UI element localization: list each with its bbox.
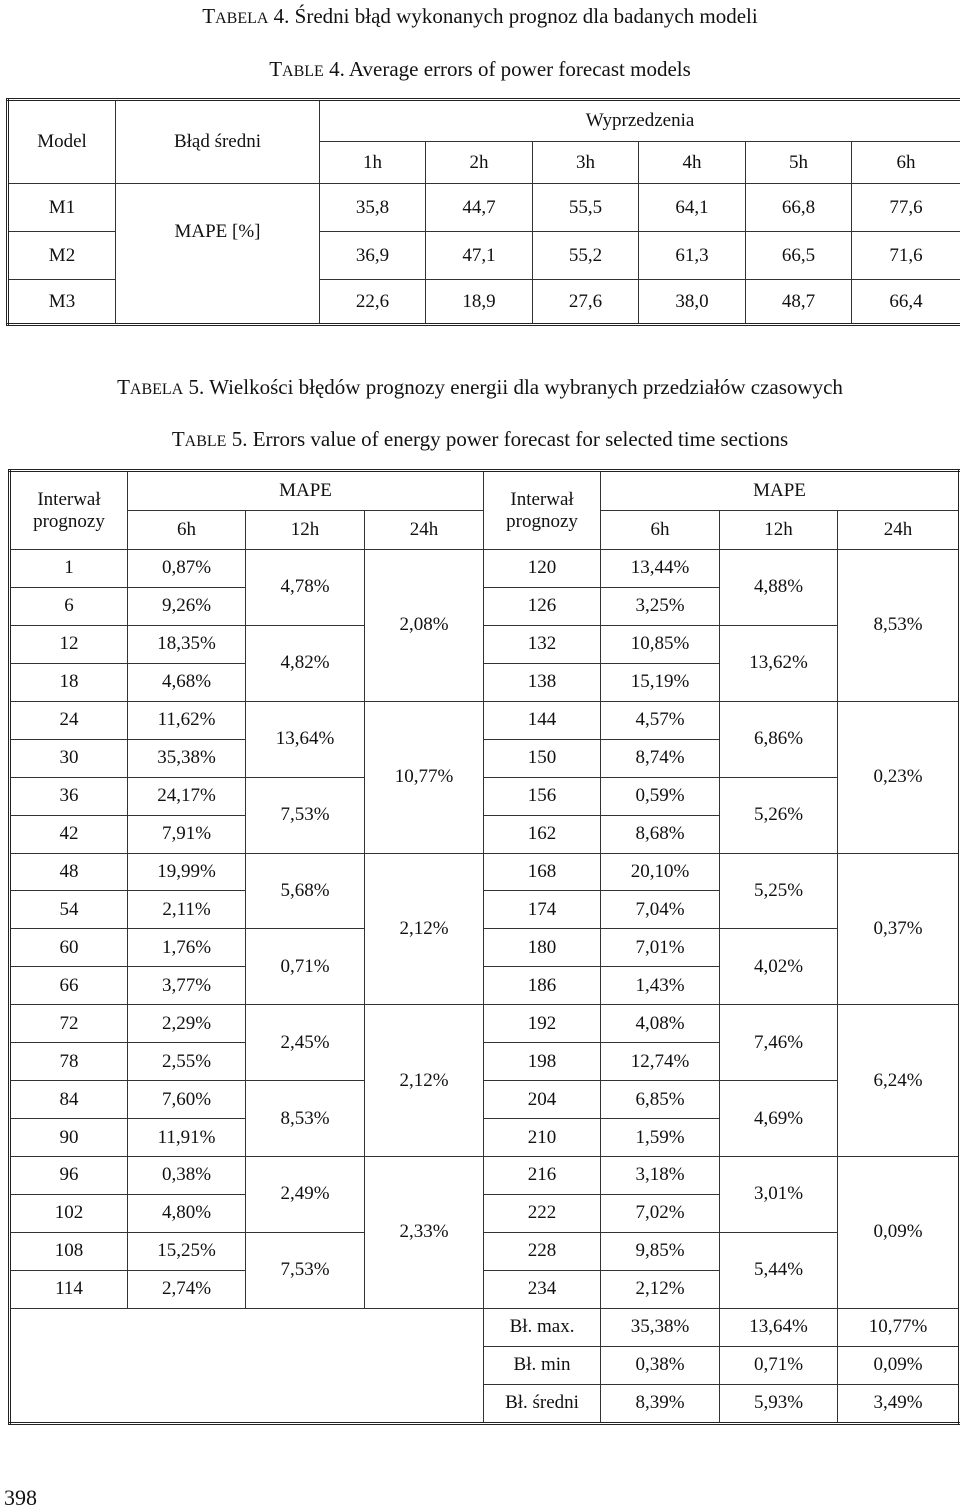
summary-24h: 0,09% [838,1346,960,1384]
table5-horizon: 12h [720,511,838,550]
mape-6h-cell: 15,25% [128,1232,246,1270]
interval-cell: 48 [10,853,128,891]
mape-6h-cell: 2,74% [128,1270,246,1308]
mape-6h-cell: 1,76% [128,929,246,967]
interval-cell: 1 [10,550,128,588]
mape-6h-cell: 9,26% [128,587,246,625]
mape-6h-cell: 8,68% [601,815,720,853]
mape-6h-cell: 4,08% [601,1005,720,1043]
mape-6h-cell: 1,43% [601,967,720,1005]
mape-24h-cell: 2,08% [365,550,484,702]
mape-12h-cell: 3,01% [720,1157,838,1233]
interval-cell: 72 [10,1005,128,1043]
summary-6h: 35,38% [601,1308,720,1346]
summary-6h: 0,38% [601,1346,720,1384]
interval-cell: 12 [10,625,128,663]
table4-cell: 66,8 [746,184,852,232]
interval-cell: 180 [484,929,601,967]
table5-header-interval-left: Interwał prognozy [10,471,128,550]
table4-cell: 35,8 [320,184,426,232]
table5-horizon: 12h [246,511,365,550]
table5-row [10,1157,960,1195]
mape-12h-cell: 5,25% [720,853,838,929]
interval-cell: 150 [484,739,601,777]
table4-horizon: 3h [533,142,639,184]
interval-cell: 132 [484,625,601,663]
table5-horizon: 6h [128,511,246,550]
page-number: 398 [4,1485,37,1510]
mape-24h-cell: 2,12% [365,1005,484,1157]
mape-24h-cell: 0,37% [838,853,960,1005]
table4-horizon: 1h [320,142,426,184]
mape-6h-cell: 4,68% [128,663,246,701]
table4-horizon: 5h [746,142,852,184]
mape-6h-cell: 7,04% [601,891,720,929]
table4-header-model: Model [8,100,116,184]
mape-6h-cell: 11,62% [128,701,246,739]
interval-cell: 156 [484,777,601,815]
mape-6h-cell: 15,19% [601,663,720,701]
interval-cell: 18 [10,663,128,701]
mape-12h-cell: 5,26% [720,777,838,853]
mape-6h-cell: 9,85% [601,1232,720,1270]
table5-row [10,1005,960,1043]
table4-cell: 66,4 [852,280,960,325]
mape-6h-cell: 18,35% [128,625,246,663]
table5-caption-pl: TABELA 5. Wielkości błędów prognozy energii dla wybranych przedziałów czasowych [117,375,843,399]
table4-cell: 44,7 [426,184,533,232]
mape-6h-cell: 4,80% [128,1194,246,1232]
table4 [6,98,960,326]
mape-6h-cell: 2,29% [128,1005,246,1043]
mape-6h-cell: 7,02% [601,1194,720,1232]
mape-6h-cell: 4,57% [601,701,720,739]
mape-6h-cell: 20,10% [601,853,720,891]
table4-cell: 77,6 [852,184,960,232]
mape-12h-cell: 13,62% [720,625,838,701]
interval-cell: 216 [484,1157,601,1195]
table4-header-error: Błąd średni [116,100,320,184]
mape-12h-cell: 4,88% [720,550,838,626]
interval-cell: 36 [10,777,128,815]
mape-12h-cell: 2,45% [246,1005,365,1081]
table4-model: M1 [8,184,116,232]
interval-cell: 228 [484,1232,601,1270]
interval-cell: 222 [484,1194,601,1232]
mape-6h-cell: 2,55% [128,1043,246,1081]
summary-label: Bł. max. [484,1308,601,1346]
table5-caption-en: TABLE 5. Errors value of energy power forecast for selected time sections [171,427,789,451]
summary-12h: 0,71% [720,1346,838,1384]
interval-cell: 234 [484,1270,601,1308]
table4-cell: 55,5 [533,184,639,232]
table4-cell: 22,6 [320,280,426,325]
mape-24h-cell: 2,12% [365,853,484,1005]
table5-row [10,625,960,663]
table5-horizon: 24h [838,511,960,550]
interval-cell: 90 [10,1119,128,1157]
mape-24h-cell: 0,09% [838,1157,960,1309]
summary-12h: 13,64% [720,1308,838,1346]
table4-cell: 55,2 [533,232,639,280]
table4-empty-cell [116,280,320,325]
mape-24h-cell: 0,23% [838,701,960,853]
table4-header-group: Wyprzedzenia [320,100,960,142]
interval-cell: 78 [10,1043,128,1081]
summary-empty-cell [10,1308,484,1423]
table5-row [10,1081,960,1119]
table4-horizon: 6h [852,142,960,184]
table4-cell: 27,6 [533,280,639,325]
interval-cell: 114 [10,1270,128,1308]
mape-6h-cell: 10,85% [601,625,720,663]
interval-cell: 144 [484,701,601,739]
mape-6h-cell: 1,59% [601,1119,720,1157]
interval-cell: 60 [10,929,128,967]
interval-cell: 204 [484,1081,601,1119]
mape-12h-cell: 4,69% [720,1081,838,1157]
interval-cell: 30 [10,739,128,777]
interval-cell: 42 [10,815,128,853]
table4-row [8,280,960,325]
mape-6h-cell: 6,85% [601,1081,720,1119]
table4-cell: 66,5 [746,232,852,280]
mape-6h-cell: 24,17% [128,777,246,815]
table5-row [10,777,960,815]
interval-cell: 96 [10,1157,128,1195]
table4-cell: 71,6 [852,232,960,280]
table5-row [10,701,960,739]
mape-6h-cell: 0,87% [128,550,246,588]
mape-24h-cell: 2,33% [365,1157,484,1309]
mape-6h-cell: 11,91% [128,1119,246,1157]
mape-12h-cell: 5,44% [720,1232,838,1308]
table4-cell: 36,9 [320,232,426,280]
mape-6h-cell: 3,77% [128,967,246,1005]
summary-12h: 5,93% [720,1384,838,1423]
mape-24h-cell: 8,53% [838,550,960,702]
mape-6h-cell: 2,11% [128,891,246,929]
table5-header-interval-right: Interwał prognozy [484,471,601,550]
table4-cell: 47,1 [426,232,533,280]
mape-6h-cell: 7,91% [128,815,246,853]
mape-6h-cell: 3,25% [601,587,720,625]
table5-row [10,1232,960,1270]
interval-cell: 108 [10,1232,128,1270]
mape-6h-cell: 13,44% [601,550,720,588]
table4-horizon: 4h [639,142,746,184]
table5-row [10,929,960,967]
table5 [8,469,960,1425]
interval-cell: 210 [484,1119,601,1157]
mape-6h-cell: 3,18% [601,1157,720,1195]
interval-cell: 192 [484,1005,601,1043]
interval-cell: 24 [10,701,128,739]
table5-horizon: 6h [601,511,720,550]
table5-header-mape-right: MAPE [601,471,960,511]
mape-12h-cell: 0,71% [246,929,365,1005]
mape-24h-cell: 6,24% [838,1005,960,1157]
interval-cell: 168 [484,853,601,891]
table4-horizon: 2h [426,142,533,184]
interval-cell: 138 [484,663,601,701]
mape-12h-cell: 2,49% [246,1157,365,1233]
mape-12h-cell: 13,64% [246,701,365,777]
mape-6h-cell: 8,74% [601,739,720,777]
mape-24h-cell: 10,77% [365,701,484,853]
interval-cell: 120 [484,550,601,588]
interval-cell: 66 [10,967,128,1005]
table4-cell: 64,1 [639,184,746,232]
table5-row [10,550,960,588]
interval-cell: 186 [484,967,601,1005]
table5-horizon: 24h [365,511,484,550]
mape-6h-cell: 7,01% [601,929,720,967]
mape-12h-cell: 6,86% [720,701,838,777]
table4-model: M2 [8,232,116,280]
table4-caption-pl: TABELA 4. Średni błąd wykonanych prognoz dla badanych modeli [202,4,758,28]
interval-cell: 162 [484,815,601,853]
mape-12h-cell: 5,68% [246,853,365,929]
table5-summary-row [10,1308,960,1346]
summary-24h: 10,77% [838,1308,960,1346]
interval-cell: 6 [10,587,128,625]
mape-12h-cell: 7,53% [246,777,365,853]
mape-12h-cell: 4,78% [246,550,365,626]
table5-header-mape-left: MAPE [128,471,484,511]
summary-24h: 3,49% [838,1384,960,1423]
table4-cell: 18,9 [426,280,533,325]
table4-model: M3 [8,280,116,325]
mape-6h-cell: 12,74% [601,1043,720,1081]
summary-label: Bł. średni [484,1384,601,1423]
interval-cell: 198 [484,1043,601,1081]
interval-cell: 174 [484,891,601,929]
mape-6h-cell: 2,12% [601,1270,720,1308]
table4-row [8,184,960,232]
interval-cell: 126 [484,587,601,625]
table5-body [10,550,960,1424]
mape-12h-cell: 4,82% [246,625,365,701]
summary-label: Bł. min [484,1346,601,1384]
table5-row [10,853,960,891]
table4-cell: 48,7 [746,280,852,325]
mape-6h-cell: 0,38% [128,1157,246,1195]
mape-12h-cell: 7,46% [720,1005,838,1081]
mape-6h-cell: 7,60% [128,1081,246,1119]
table4-error-label: MAPE [%] [116,184,320,280]
mape-6h-cell: 35,38% [128,739,246,777]
table4-cell: 61,3 [639,232,746,280]
mape-6h-cell: 0,59% [601,777,720,815]
mape-12h-cell: 7,53% [246,1232,365,1308]
mape-12h-cell: 8,53% [246,1081,365,1157]
interval-cell: 54 [10,891,128,929]
table4-cell: 38,0 [639,280,746,325]
summary-6h: 8,39% [601,1384,720,1423]
interval-cell: 102 [10,1194,128,1232]
interval-cell: 84 [10,1081,128,1119]
table4-caption-en: TABLE 4. Average errors of power forecast models [269,57,691,81]
mape-12h-cell: 4,02% [720,929,838,1005]
mape-6h-cell: 19,99% [128,853,246,891]
